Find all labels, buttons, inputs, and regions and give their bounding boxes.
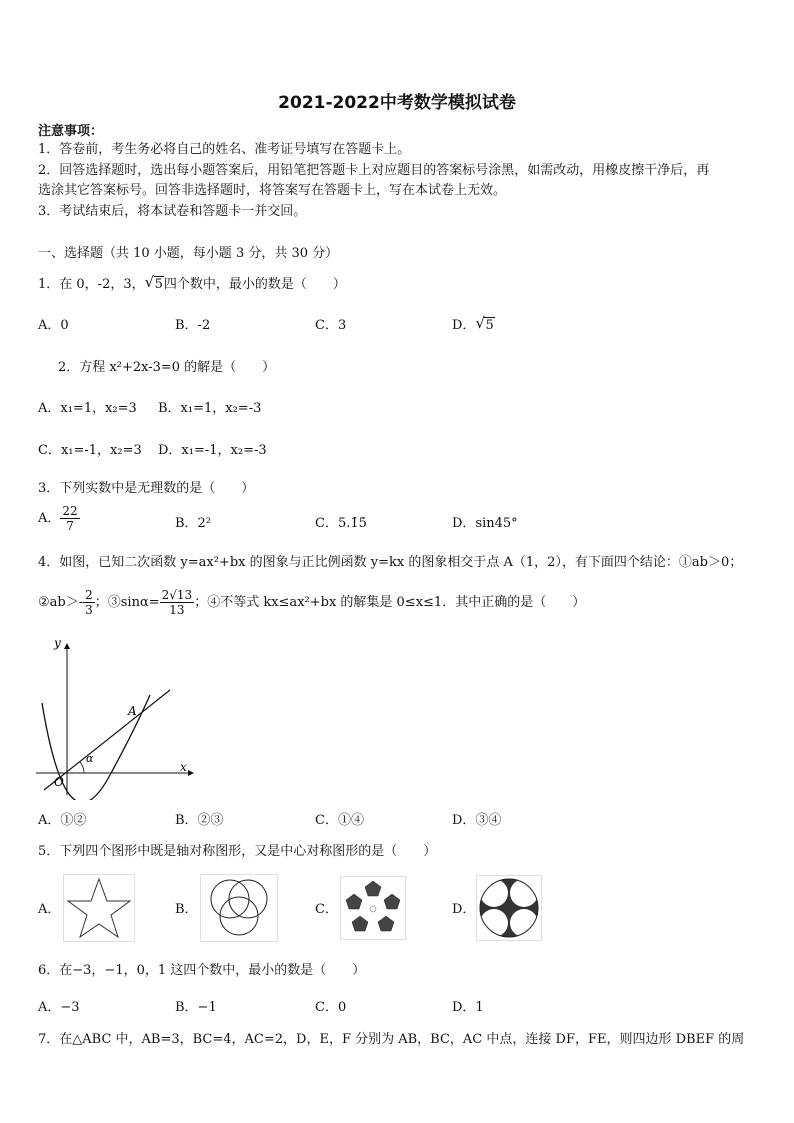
- question-3-option-d[interactable]: D．sin45°: [452, 516, 518, 531]
- label-y: y: [54, 636, 61, 650]
- notice-item-3: 3．考试结束后，将本试卷和答题卡一并交回。: [38, 204, 307, 219]
- question-4-line-2: ②ab＞- $\frac{2}{3}$ ；③sinα= $\frac{2√13}{13}$ ；④不等式 kx≤ax²+bx 的解集是 0≤x≤1．其中正确的是（ ）: [38, 588, 586, 617]
- question-5-option-a-label[interactable]: A．: [38, 902, 61, 917]
- pentagons-figure: [340, 876, 406, 940]
- question-1-stem-b: 四个数中，最小的数是（ ）: [163, 277, 346, 292]
- question-1-stem-a: 1．在 0，-2，3，: [38, 277, 145, 292]
- notice-item-2-line-2: 选涂其它答案标号。回答非选择题时，将答案写在答题卡上，写在本试卷上无效。: [38, 183, 507, 198]
- question-5-option-c-label[interactable]: C．: [315, 902, 338, 917]
- label-origin: O: [54, 775, 64, 789]
- y-axis-arrow: [64, 643, 70, 649]
- notice-heading: 注意事项：: [38, 124, 104, 139]
- question-3-option-b[interactable]: B．2²: [175, 516, 212, 531]
- function-graph: [30, 635, 200, 800]
- question-6-stem: 6．在−3，−1，0，1 这四个数中，最小的数是（ ）: [38, 963, 366, 978]
- question-2-option-c[interactable]: C．x₁=-1，x₂=3: [38, 443, 142, 458]
- question-3-option-c[interactable]: C．5.1̇5̇: [315, 516, 367, 531]
- notice-item-1: 1．答卷前，考生务必将自己的姓名、准考证号填写在答题卡上。: [38, 142, 411, 157]
- section-heading: 一、选择题（共 10 小题，每小题 3 分，共 30 分）: [38, 246, 339, 261]
- question-1-option-d[interactable]: D． √ 5: [452, 314, 494, 333]
- label-alpha: α: [86, 752, 94, 765]
- question-3-option-a[interactable]: A． $\frac{22}{7}$: [38, 504, 78, 533]
- question-1-stem: [38, 275, 346, 295]
- question-1-option-c[interactable]: C．3: [315, 318, 347, 333]
- question-4-line-1: 4．如图，已知二次函数 y=ax²+bx 的图象与正比例函数 y=kx 的图象相交于点 A（1，2），有下面四个结论：①ab＞0；: [38, 555, 743, 570]
- label-x: x: [180, 760, 187, 774]
- x-axis-arrow: [188, 770, 194, 776]
- question-5-stem: 5．下列四个图形中既是轴对称图形，又是中心对称图形的是（ ）: [38, 844, 437, 859]
- question-5-option-d-label[interactable]: D．: [452, 902, 476, 917]
- page-title: 2021-2022中考数学模拟试卷: [278, 93, 516, 113]
- question-4-option-d[interactable]: D．③④: [452, 813, 502, 828]
- question-2-stem: 2．方程 x²+2x-3=0 的解是（ ）: [58, 360, 276, 375]
- star-figure: [63, 874, 135, 942]
- question-2-option-a[interactable]: A．x₁=1，x₂=3: [38, 401, 137, 416]
- question-5-option-b-label[interactable]: B．: [175, 902, 198, 917]
- question-1-option-b[interactable]: B．-2: [175, 318, 211, 333]
- question-4-option-c[interactable]: C．①④: [315, 813, 364, 828]
- angle-alpha-arc: [80, 762, 84, 773]
- question-7-stem: 7．在△ABC 中，AB=3，BC=4，AC=2，D，E，F 分别为 AB，BC，AC 中点，连接 DF，FE，则四边形 DBEF 的周: [38, 1032, 745, 1047]
- three-circles-figure: [200, 874, 278, 942]
- question-4-option-b[interactable]: B．②③: [175, 813, 224, 828]
- notice-item-2-line-1: 2．回答选择题时，选出每小题答案后，用铅笔把答题卡上对应题目的答案标号涂黑，如需改动，用橡皮擦干净后，再: [38, 163, 710, 178]
- question-4-option-a[interactable]: A．①②: [38, 813, 87, 828]
- question-2-option-d[interactable]: D．x₁=-1，x₂=-3: [158, 443, 267, 458]
- label-point-a: A: [128, 704, 137, 718]
- question-1-option-a[interactable]: A．0: [38, 318, 69, 333]
- sqrt-five: √ 5: [144, 273, 163, 292]
- four-petals-figure: [476, 875, 542, 941]
- question-2-option-b[interactable]: B．x₁=1，x₂=-3: [158, 401, 262, 416]
- question-3-stem: 3．下列实数中是无理数的是（ ）: [38, 481, 255, 496]
- question-6-option-d[interactable]: D．1: [452, 1000, 484, 1015]
- question-6-option-c[interactable]: C．0: [315, 1000, 347, 1015]
- question-6-option-b[interactable]: B．−1: [175, 1000, 217, 1015]
- question-6-option-a[interactable]: A．−3: [38, 1000, 80, 1015]
